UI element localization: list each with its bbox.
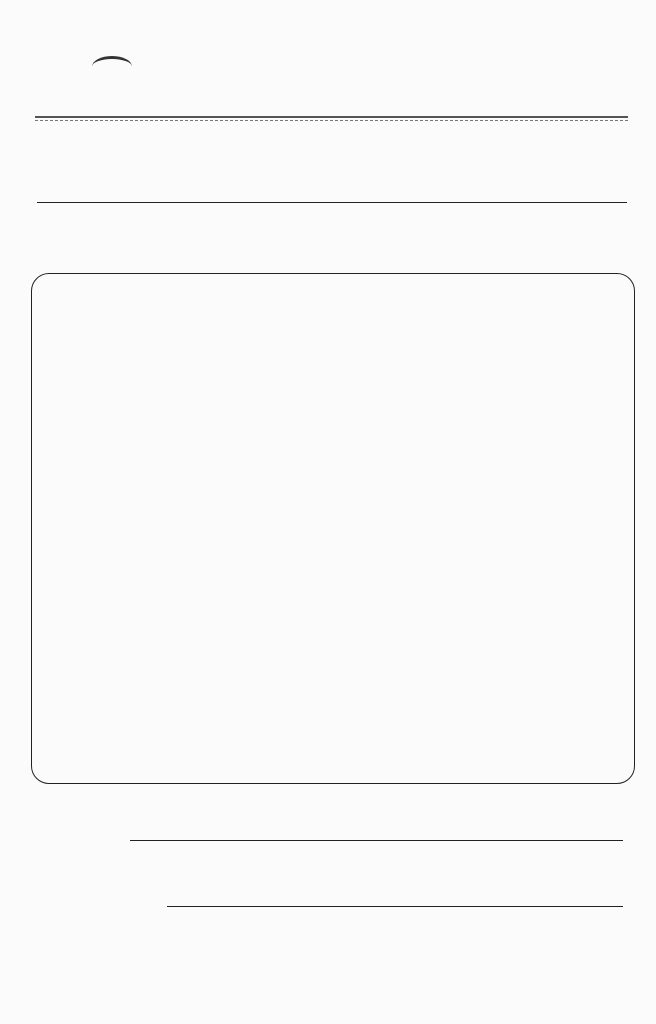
place-date-line[interactable] <box>130 840 623 841</box>
signature-line[interactable] <box>167 906 623 907</box>
